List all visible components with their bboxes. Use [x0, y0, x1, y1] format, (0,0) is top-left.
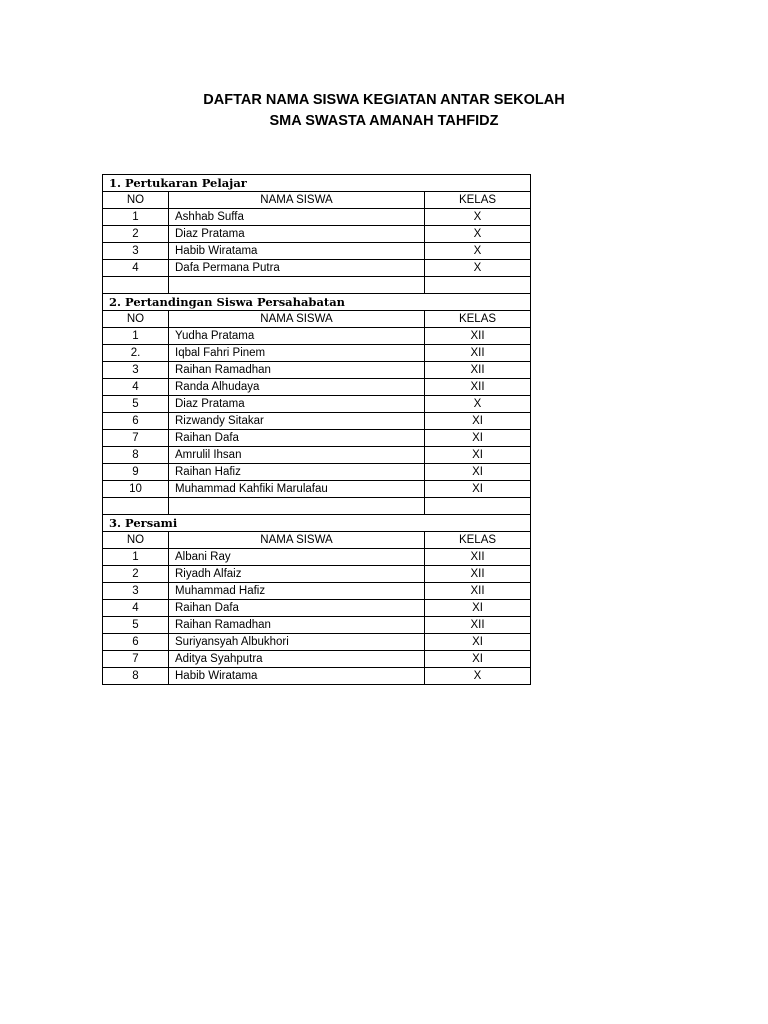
table-row — [103, 328, 531, 345]
section-title-row — [103, 294, 531, 311]
cell-nama-siswa: Yudha Pratama — [169, 328, 425, 345]
document-title-line1: DAFTAR NAMA SISWA KEGIATAN ANTAR SEKOLAH — [203, 92, 565, 108]
table-row — [103, 379, 531, 396]
cell-no: 5 — [103, 617, 169, 634]
cell-nama-siswa: Raihan Ramadhan — [169, 617, 425, 634]
table-row — [103, 430, 531, 447]
table-row — [103, 209, 531, 226]
cell-nama-siswa: Raihan Dafa — [169, 600, 425, 617]
cell-kelas: X — [425, 243, 531, 260]
cell-kelas: XII — [425, 583, 531, 600]
table-row — [103, 668, 531, 685]
cell-no: 1 — [103, 328, 169, 345]
blank-row — [103, 498, 531, 515]
cell-no: 2. — [103, 345, 169, 362]
blank-cell — [425, 498, 531, 515]
column-header-no: NO — [103, 311, 169, 328]
section-title: 2. Pertandingan Siswa Persahabatan — [103, 294, 531, 311]
table-row — [103, 260, 531, 277]
column-header-kelas: KELAS — [425, 311, 531, 328]
cell-nama-siswa: Rizwandy Sitakar — [169, 413, 425, 430]
table-row — [103, 464, 531, 481]
cell-nama-siswa: Aditya Syahputra — [169, 651, 425, 668]
cell-kelas: X — [425, 396, 531, 413]
column-header-row — [103, 532, 531, 549]
table-row — [103, 651, 531, 668]
cell-kelas: XII — [425, 345, 531, 362]
cell-nama-siswa: Diaz Pratama — [169, 226, 425, 243]
cell-nama-siswa: Diaz Pratama — [169, 396, 425, 413]
cell-kelas: X — [425, 668, 531, 685]
cell-kelas: XII — [425, 379, 531, 396]
cell-nama-siswa: Albani Ray — [169, 549, 425, 566]
cell-kelas: XI — [425, 600, 531, 617]
cell-no: 4 — [103, 600, 169, 617]
cell-no: 4 — [103, 379, 169, 396]
table-row — [103, 634, 531, 651]
cell-no: 3 — [103, 243, 169, 260]
cell-kelas: X — [425, 209, 531, 226]
cell-kelas: X — [425, 260, 531, 277]
column-header-no: NO — [103, 192, 169, 209]
cell-nama-siswa: Raihan Hafiz — [169, 464, 425, 481]
cell-no: 1 — [103, 549, 169, 566]
cell-kelas: XII — [425, 549, 531, 566]
cell-nama-siswa: Ashhab Suffa — [169, 209, 425, 226]
cell-kelas: X — [425, 226, 531, 243]
section-title-row — [103, 175, 531, 192]
column-header-nama: NAMA SISWA — [169, 532, 425, 549]
cell-nama-siswa: Randa Alhudaya — [169, 379, 425, 396]
table-row — [103, 600, 531, 617]
cell-kelas: XI — [425, 447, 531, 464]
cell-nama-siswa: Suriyansyah Albukhori — [169, 634, 425, 651]
cell-no: 8 — [103, 668, 169, 685]
roster-body — [103, 175, 531, 685]
cell-no: 3 — [103, 362, 169, 379]
column-header-row — [103, 192, 531, 209]
blank-cell — [169, 498, 425, 515]
cell-nama-siswa: Muhammad Kahfiki Marulafau — [169, 481, 425, 498]
cell-no: 9 — [103, 464, 169, 481]
table-row — [103, 413, 531, 430]
cell-kelas: XI — [425, 413, 531, 430]
cell-nama-siswa: Raihan Ramadhan — [169, 362, 425, 379]
cell-no: 5 — [103, 396, 169, 413]
section-title: 3. Persami — [103, 515, 531, 532]
cell-kelas: XII — [425, 566, 531, 583]
cell-no: 8 — [103, 447, 169, 464]
cell-nama-siswa: Habib Wiratama — [169, 243, 425, 260]
cell-nama-siswa: Muhammad Hafiz — [169, 583, 425, 600]
cell-no: 7 — [103, 651, 169, 668]
blank-cell — [169, 277, 425, 294]
cell-nama-siswa: Dafa Permana Putra — [169, 260, 425, 277]
table-row — [103, 447, 531, 464]
cell-kelas: XI — [425, 481, 531, 498]
cell-nama-siswa: Riyadh Alfaiz — [169, 566, 425, 583]
cell-no: 2 — [103, 226, 169, 243]
cell-nama-siswa: Raihan Dafa — [169, 430, 425, 447]
blank-cell — [103, 498, 169, 515]
cell-nama-siswa: Amrulil Ihsan — [169, 447, 425, 464]
column-header-nama: NAMA SISWA — [169, 192, 425, 209]
cell-kelas: XII — [425, 328, 531, 345]
column-header-nama: NAMA SISWA — [169, 311, 425, 328]
table-row — [103, 481, 531, 498]
blank-row — [103, 277, 531, 294]
cell-no: 7 — [103, 430, 169, 447]
cell-kelas: XII — [425, 362, 531, 379]
column-header-kelas: KELAS — [425, 192, 531, 209]
cell-no: 2 — [103, 566, 169, 583]
cell-nama-siswa: Habib Wiratama — [169, 668, 425, 685]
table-row — [103, 583, 531, 600]
table-row — [103, 566, 531, 583]
table-row — [103, 243, 531, 260]
section-title-row — [103, 515, 531, 532]
cell-no: 3 — [103, 583, 169, 600]
cell-kelas: XII — [425, 617, 531, 634]
section-title: 1. Pertukaran Pelajar — [103, 175, 531, 192]
cell-nama-siswa: Iqbal Fahri Pinem — [169, 345, 425, 362]
cell-no: 10 — [103, 481, 169, 498]
table-row — [103, 362, 531, 379]
blank-cell — [425, 277, 531, 294]
document-title-line2: SMA SWASTA AMANAH TAHFIDZ — [269, 113, 499, 129]
cell-kelas: XI — [425, 634, 531, 651]
cell-no: 6 — [103, 413, 169, 430]
cell-kelas: XI — [425, 464, 531, 481]
table-row — [103, 345, 531, 362]
cell-no: 1 — [103, 209, 169, 226]
table-row — [103, 549, 531, 566]
blank-cell — [103, 277, 169, 294]
table-row — [103, 226, 531, 243]
column-header-no: NO — [103, 532, 169, 549]
cell-no: 6 — [103, 634, 169, 651]
cell-kelas: XI — [425, 651, 531, 668]
table-row — [103, 396, 531, 413]
cell-kelas: XI — [425, 430, 531, 447]
column-header-kelas: KELAS — [425, 532, 531, 549]
cell-no: 4 — [103, 260, 169, 277]
table-row — [103, 617, 531, 634]
column-header-row — [103, 311, 531, 328]
student-roster-table — [102, 174, 531, 685]
